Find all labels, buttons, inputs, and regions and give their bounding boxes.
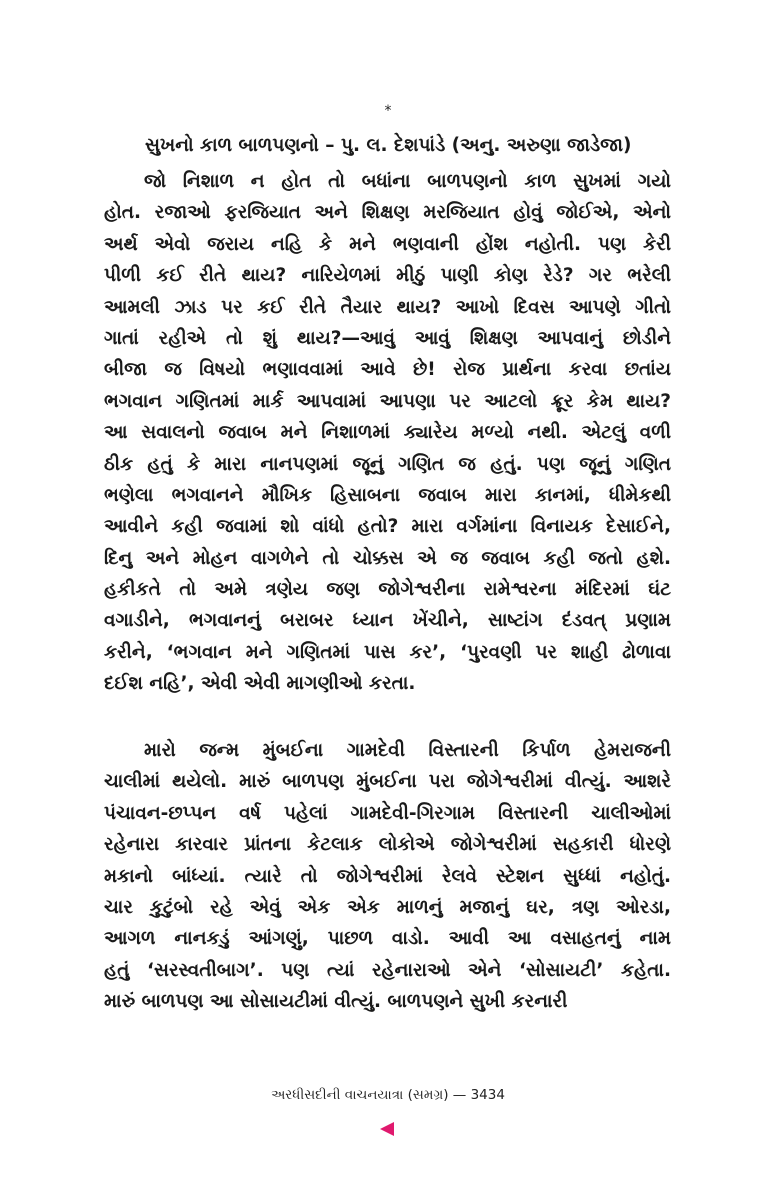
chapter-title: સુખનો કાળ બાળપણનો – પુ. લ. દેશપાંડે (અનુ. અરુણા જાડેજા) bbox=[145, 135, 632, 156]
text-line: આગળ નાનકડું આંગણું, પાછળ વાડો. આવી આ વસાહતનું નામ bbox=[104, 928, 671, 950]
text-line: બીજા જ વિષયો ભણાવવામાં આવે છે! રોજ પ્રાર્થના કરવા છતાંય bbox=[104, 359, 671, 381]
text-line: મારું બાળપણ આ સોસાયટીમાં વીત્યું. બાળપણને સુખી કરનારી bbox=[104, 991, 568, 1013]
text-line: આમલી ઝાડ પર કઈ રીતે તૈયાર થાય? આખો દિવસ આપણે ગીતો bbox=[104, 296, 671, 318]
previous-page-arrow-icon[interactable] bbox=[380, 1122, 394, 1136]
text-line: દઈશ નહિ’, એવી એવી માગણીઓ કરતા. bbox=[104, 673, 416, 695]
text-line: રહેનારા કારવાર પ્રાંતના કેટલાક લોકોએ જોગેશ્વરીમાં સહકારી ધોરણે bbox=[104, 834, 671, 856]
text-line: હકીકતે તો અમે ત્રણેય જણ જોગેશ્વરીના રામેશ્વરના મંદિરમાં ઘંટ bbox=[104, 579, 671, 601]
text-line: ચાર કુટુંબો રહે એવું એક એક માળનું મજાનું ઘર, ત્રણ ઓરડા, bbox=[104, 896, 671, 918]
paragraph-1 bbox=[104, 166, 671, 700]
text-line: પીળી કઈ રીતે થાય? નારિયેળમાં મીઠું પાણી કોણ રેડે? ગર ભરેલી bbox=[104, 265, 671, 287]
paragraph-2 bbox=[104, 735, 671, 1018]
text-line: હોત. રજાઓ ફરજિયાત અને શિક્ષણ મરજિયાત હોવું જોઈએ, એનો bbox=[104, 202, 671, 224]
text-line: મારો જન્મ મુંબઈના ગામદેવી વિસ્તારની કિર્પાળ હેમરાજની bbox=[144, 740, 671, 761]
text-line: આવીને કહી જવામાં શો વાંધો હતો? મારા વર્ગમાંના વિનાયક દેસાઈને, bbox=[104, 516, 671, 538]
text-line: વગાડીને, ભગવાનનું બરાબર ધ્યાન ખેંચીને, સાષ્ટાંગ દંડવત્ પ્રણામ bbox=[104, 610, 671, 632]
text-line: ગાતાં રહીએ તો શું થાય?—આવું આવું શિક્ષણ આપવાનું છોડીને bbox=[104, 327, 671, 349]
text-line: જો નિશાળ ન હોત તો બધાંના બાળપણનો કાળ સુખમાં ગયો bbox=[144, 171, 671, 192]
text-line: ભગવાન ગણિતમાં માર્ક આપવામાં આપણા પર આટલો ક્રૂર કેમ થાય? bbox=[104, 390, 671, 412]
section-ornament: * bbox=[384, 103, 392, 119]
text-line: આ સવાલનો જવાબ મને નિશાળમાં ક્યારેય મળ્યો નથી. એટલું વળી bbox=[104, 422, 671, 444]
text-line: અર્થ એવો જરાય નહિ કે મને ભણવાની હોંશ નહોતી. પણ કેરી bbox=[104, 233, 671, 255]
text-line: દિનુ અને મોહન વાગળેને તો ચોક્કસ એ જ જવાબ કહી જતો હશે. bbox=[104, 547, 671, 569]
text-line: કરીને, ‘ભગવાન મને ગણિતમાં પાસ કર’, ‘પુરવણી પર શાહી ઢોળાવા bbox=[104, 641, 671, 663]
text-line: ઠીક હતું કે મારા નાનપણમાં જૂનું ગણિત જ હતું. પણ જૂનું ગણિત bbox=[104, 453, 671, 475]
text-line: હતું ‘સરસ્વતીબાગ’. પણ ત્યાં રહેનારાઓ એને ‘સોસાયટી’ કહેતા. bbox=[104, 959, 671, 981]
page-footer: અરધીસદીની વાચનયાત્રા (સમગ્ર) — 3434 bbox=[271, 1087, 505, 1103]
text-line: ચાલીમાં થયેલો. મારું બાળપણ મુંબઈના પરા જોગેશ્વરીમાં વીત્યું. આશરે bbox=[104, 771, 671, 793]
text-line: ભણેલા ભગવાનને મૌખિક હિસાબના જવાબ મારા કાનમાં, ધીમેકથી bbox=[104, 484, 671, 506]
text-line: પંચાવન-છપ્પન વર્ષ પહેલાં ગામદેવી-ગિરગામ વિસ્તારની ચાલીઓમાં bbox=[104, 802, 671, 824]
text-line: મકાનો બાંધ્યાં. ત્યારે તો જોગેશ્વરીમાં રેલવે સ્ટેશન સુધ્ધાં નહોતું. bbox=[104, 865, 671, 887]
